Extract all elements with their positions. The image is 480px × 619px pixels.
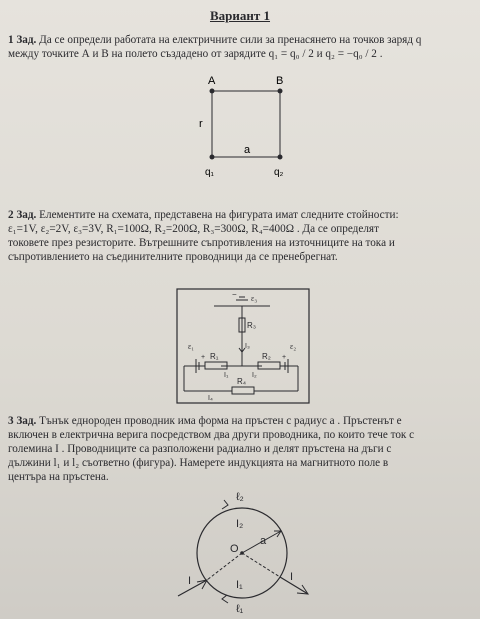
point-b-dot: [278, 89, 283, 94]
label-l2: ℓ₂: [236, 491, 244, 503]
label-r1: R₁: [210, 352, 219, 361]
side-a-label: a: [244, 144, 251, 156]
side-r-label: r: [199, 118, 203, 130]
problem-2-line-1: Елементите на схемата, представена на фигурата имат следните стойности:: [39, 209, 399, 221]
label-i1: I₁: [224, 372, 229, 379]
problem-2-line-4: съпротивлението на съединителните проводници да се пренебрегнат.: [8, 251, 338, 263]
charge-q1-dot: [210, 155, 215, 160]
label-r2: R₂: [262, 352, 271, 361]
problem-3-line-3: големина I . Проводниците са разположени радиално и делят пръстена на дъги с: [8, 443, 392, 455]
problem-2-line-3: токовете през резисторите. Вътрешните съпротивления на източниците на тока и: [8, 237, 395, 249]
label-i3: I₃: [245, 343, 250, 350]
problem-1-figure: [199, 75, 284, 178]
charge-q2-label: q₂: [274, 167, 284, 178]
problem-3-line-4: дължини l₁ и l₂ съответно (фигура). Намерете индукцията на магнитното поле в: [8, 457, 389, 469]
problem-3-line-5: центъра на пръстена.: [8, 471, 109, 483]
label-a: a: [260, 535, 267, 547]
problem-1-line-1: Да се определи работата на електричните сили за пренасянето на точков заряд q: [39, 34, 422, 46]
label-o: O: [230, 543, 239, 555]
lower-arc-arrow: [222, 595, 228, 603]
problem-3-figure: [178, 491, 308, 615]
problem-3-line-1: Тънък еднороден проводник има форма на пръстен с радиус a . Пръстенът е: [39, 415, 402, 427]
label-i-right: I: [290, 571, 294, 583]
charge-q2-dot: [278, 155, 283, 160]
problem-2-text: [8, 208, 468, 264]
label-e1-plus: +: [201, 354, 206, 361]
point-b-label: B: [276, 75, 284, 87]
left-dashed-radius: [207, 553, 242, 580]
problem-3-label: 3 Зад.: [8, 415, 37, 427]
right-lead-wire: [280, 577, 308, 594]
label-r3: R₃: [247, 321, 257, 330]
charge-q1-label: q₁: [205, 167, 214, 178]
point-a-label: A: [208, 75, 216, 87]
label-e1: ε₁: [188, 342, 195, 351]
label-i2: I₂: [252, 372, 257, 379]
problem-1-label: 1 Зад.: [8, 34, 37, 46]
problem-2-label: 2 Зад.: [8, 209, 37, 221]
page-title: Вариант 1: [209, 8, 271, 23]
problem-1-line-2: между точките А и В на полето създадено от зарядите q₁ = q₀ / 2 и q₂ = −q₀ / 2 .: [8, 48, 383, 60]
upper-arc-arrow: [222, 500, 228, 509]
label-i-left: I: [188, 575, 192, 587]
label-i1: I₁: [236, 579, 243, 591]
label-e2: ε₂: [290, 342, 297, 351]
problem-3-line-2: включен в електрична верига посредством два други проводника, по които тече ток с: [8, 429, 415, 441]
label-l1: ℓ₁: [236, 603, 244, 615]
center-point: [240, 551, 244, 555]
label-i4: I₄: [208, 395, 213, 402]
right-dashed-radius: [242, 553, 280, 577]
resistor-r4: [232, 387, 254, 394]
label-i2: I₂: [236, 518, 244, 530]
label-r4: R₄: [237, 377, 247, 386]
label-e3: ε₃: [251, 294, 258, 303]
label-e3-minus: −: [232, 290, 237, 299]
problem-2-line-2: ε₁=1V, ε₂=2V, ε₃=3V, R₁=100Ω, R₂=200Ω, R₃=300Ω, R₄=400Ω . Да се определят: [8, 223, 379, 235]
label-e2-plus: +: [282, 354, 287, 361]
problem-3-text: [8, 414, 468, 484]
point-a-dot: [210, 89, 215, 94]
